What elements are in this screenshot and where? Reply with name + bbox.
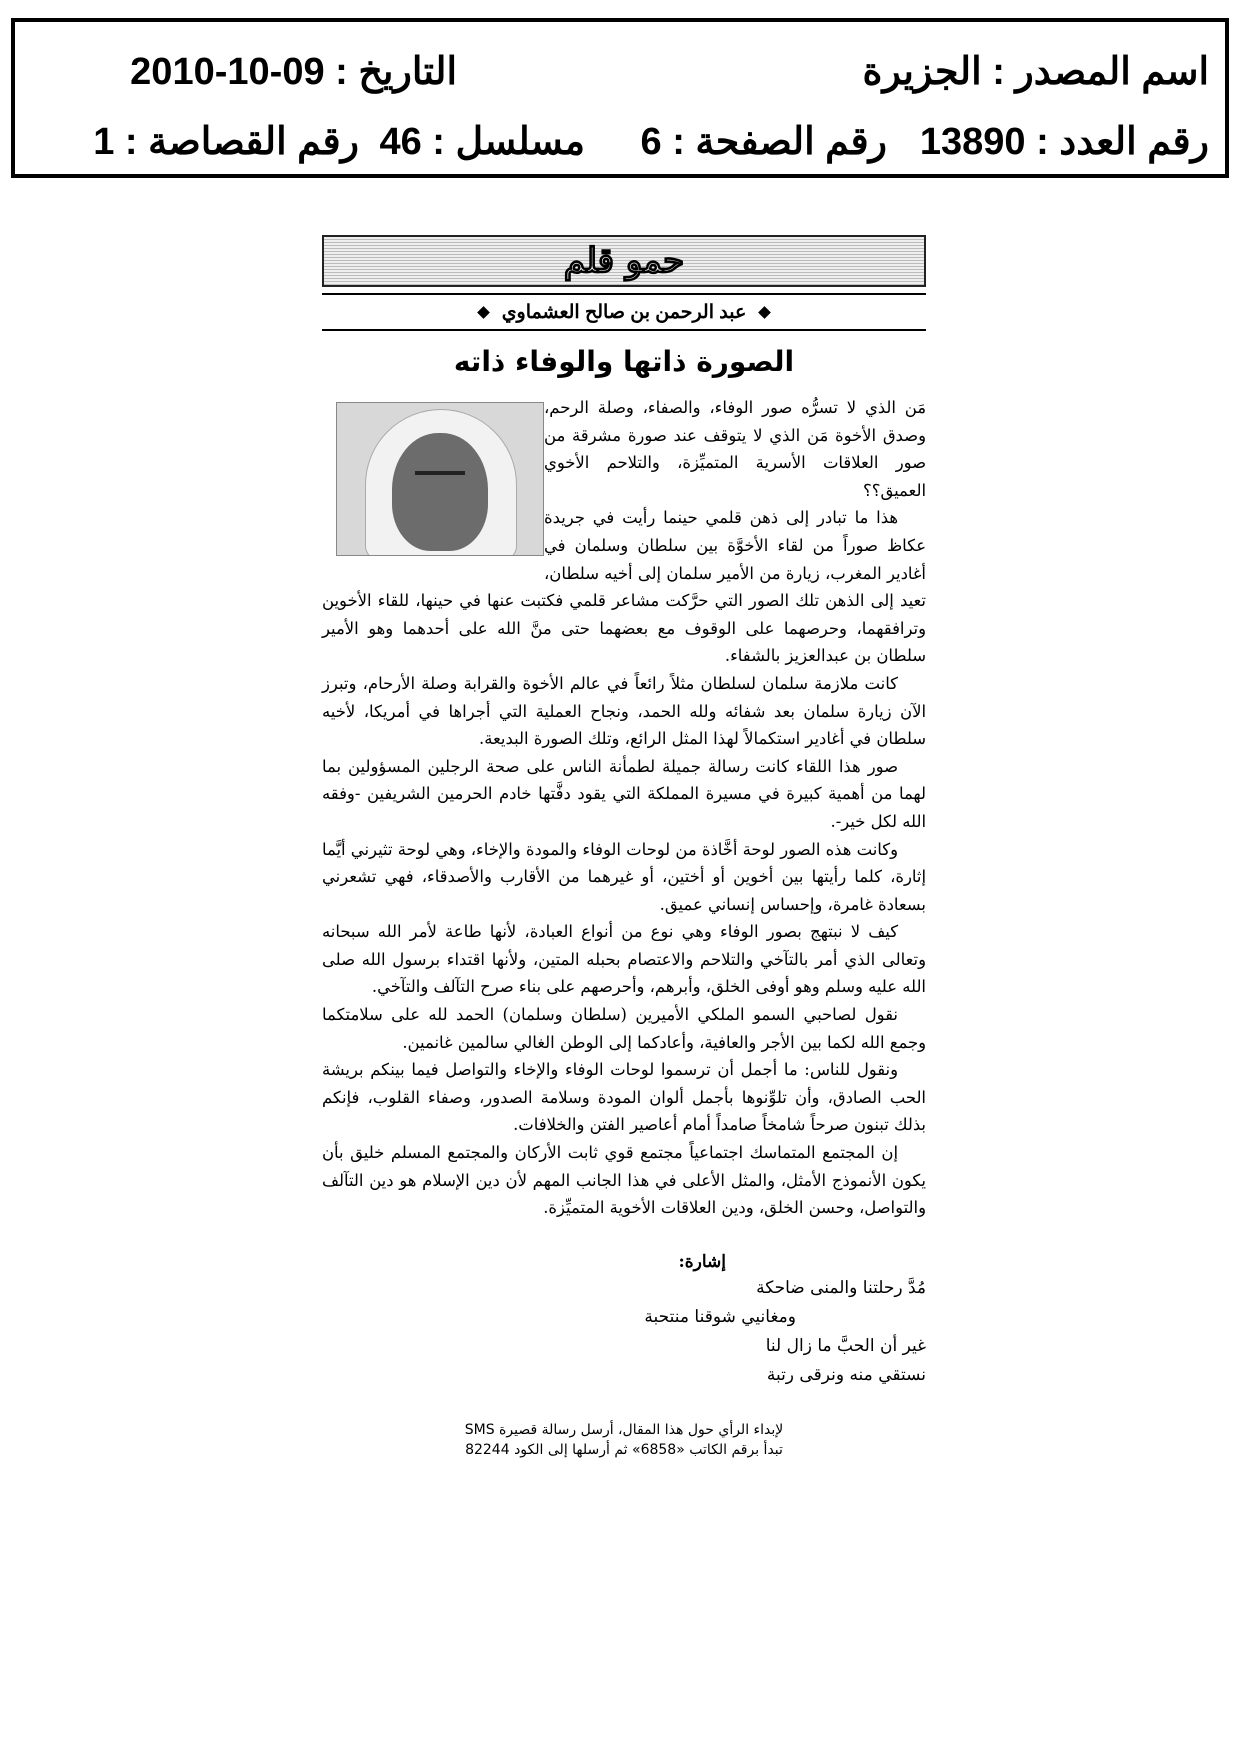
sms-line: لإبداء الرأي حول هذا المقال، أرسل رسالة قصيرة SMS xyxy=(464,1421,784,1438)
column-banner xyxy=(322,235,926,287)
author-bar xyxy=(322,293,926,331)
paragraph: صور هذا اللقاء كانت رسالة جميلة لطمأنة الناس على صحة الرجلين المسؤولين بما لهما من أهمية كبيرة في مسيرة المملكة التي يقود دفَّتها خادم الحرمين الشريفين -وفقه الله لكل خير-. xyxy=(322,756,926,831)
metadata-row-2 xyxy=(15,112,1225,172)
paragraph: نقول لصاحبي السمو الملكي الأميرين (سلطان وسلمان) الحمد لله على سلامتكما وجمع الله لكما بين الأجر والعافية، وأعادكما إلى الوطن الغالي سالمين غانمين. xyxy=(322,1005,926,1052)
issue-number: رقم العدد : 13890 xyxy=(919,121,1209,163)
paragraph: وكانت هذه الصور لوحة أخَّاذة من لوحات الوفاء والمودة والإخاء، وهي لوحة تثيرني أيَّما إثارة، كلما رأيتها بين أخوين أو أختين، أو غيرهما من الأقارب والأصدقاء، فهي تشعرني بسعادة غامرة، وإحساس إنساني عميق. xyxy=(322,839,926,914)
article-body xyxy=(322,394,926,1222)
paragraph: ونقول للناس: ما أجمل أن ترسموا لوحات الوفاء والإخاء والتواصل فيما بينكم بريشة الحب الصادق، وأن تلوِّنوها بأجمل ألوان المودة وسلامة الصدور، وصفاء القلوب، فإنكم بذلك تبنون صرحاً شامخاً صامداً أمام أعاصير الفتن والخلافات. xyxy=(322,1060,926,1135)
sms-line: تبدأ برقم الكاتب «6858» ثم أرسلها إلى الكود 82244 xyxy=(465,1441,783,1458)
newspaper-article xyxy=(322,235,926,1460)
sms-feedback-note xyxy=(322,1420,926,1460)
paragraph: مَن الذي لا تسرُّه صور الوفاء، والصفاء، وصلة الرحم، وصدق الأخوة مَن الذي لا يتوقف عند صورة مشرقة من صور العلاقات الأسرية المتميِّزة، والتلاحم الأخوي العميق؟؟ xyxy=(544,398,926,500)
ishara-section xyxy=(322,1252,926,1390)
ishara-title: إشارة: xyxy=(678,1251,726,1272)
diamond-icon xyxy=(758,306,771,319)
clipping-metadata-box xyxy=(11,18,1229,178)
article-headline: الصورة ذاتها والوفاء ذاته xyxy=(453,345,795,378)
page-number: رقم الصفحة : 6 xyxy=(640,121,887,163)
column-logo: حمو قلم xyxy=(563,241,685,281)
serial-number: مسلسل : 46 xyxy=(379,121,585,163)
paragraph: إن المجتمع المتماسك اجتماعياً مجتمع قوي ثابت الأركان والمجتمع المسلم خليق بأن يكون الأنموذج الأمثل، والمثل الأعلى في هذا الجانب المهم لأن دين الإسلام هو دين التآلف والتواصل، وحسن الخلق، ودين العلاقات الأخوية المتميِّزة. xyxy=(322,1143,926,1218)
source-name: اسم المصدر : الجزيرة xyxy=(862,51,1209,93)
poem-verse: نستقي منه ونرقى رتبة xyxy=(766,1364,926,1385)
clip-number: رقم القصاصة : 1 xyxy=(93,121,359,163)
paragraph: هذا ما تبادر إلى ذهن قلمي حينما رأيت في جريدة عكاظ صوراً من لقاء الأخوَّة بين سلطان وسلمان في أغادير المغرب، زيارة من الأمير سلمان إلى أخيه سلطان، تعيد إلى الذهن تلك الصور التي حرَّكت مشاعر قلمي فكتبت عنها في حينها، للقاء الأخوين وترافقهما، وحرصهما على الوقوف مع بعضهما حتى منَّ الله على أحدهما وهو الأمير سلطان بن عبدالعزيز بالشفاء. xyxy=(322,508,926,666)
diamond-icon xyxy=(477,306,490,319)
poem-verse: ومغانيي شوقنا منتحبة xyxy=(644,1306,796,1327)
poem-verse: غير أن الحبَّ ما زال لنا xyxy=(765,1335,926,1356)
clip-date: التاريخ : 09-10-2010 xyxy=(130,51,457,93)
paragraph: كيف لا نبتهج بصور الوفاء وهي نوع من أنواع العبادة، لأنها طاعة لأمر الله سبحانه وتعالى الذي أمر بالتآخي والتلاحم والاعتصام بحبله المتين، ولأنها اقتداء برسول الله صلى الله عليه وسلم وهو أوفى الخلق، وأبرهم، وأحرصهم على بناء صرح التآلف والتآخي. xyxy=(322,922,926,997)
metadata-row-1 xyxy=(15,42,1225,102)
author-glasses xyxy=(415,471,465,483)
paragraph: كانت ملازمة سلمان لسلطان مثلاً رائعاً في عالم الأخوة والقرابة وصلة الأرحام، وتبرز الآن زيارة سلمان بعد شفائه ولله الحمد، ونجاح العملية التي أجراها في أمريكا، لأخيه سلطان في أغادير استكمالاً لهذا المثل الرائع، وتلك الصورة البديعة. xyxy=(322,673,926,749)
author-face xyxy=(392,433,488,551)
author-name: عبد الرحمن بن صالح العشماوي xyxy=(501,301,747,323)
author-photo xyxy=(336,402,544,556)
poem-verse: مُدَّ رحلتنا والمنى ضاحكة xyxy=(756,1277,926,1298)
